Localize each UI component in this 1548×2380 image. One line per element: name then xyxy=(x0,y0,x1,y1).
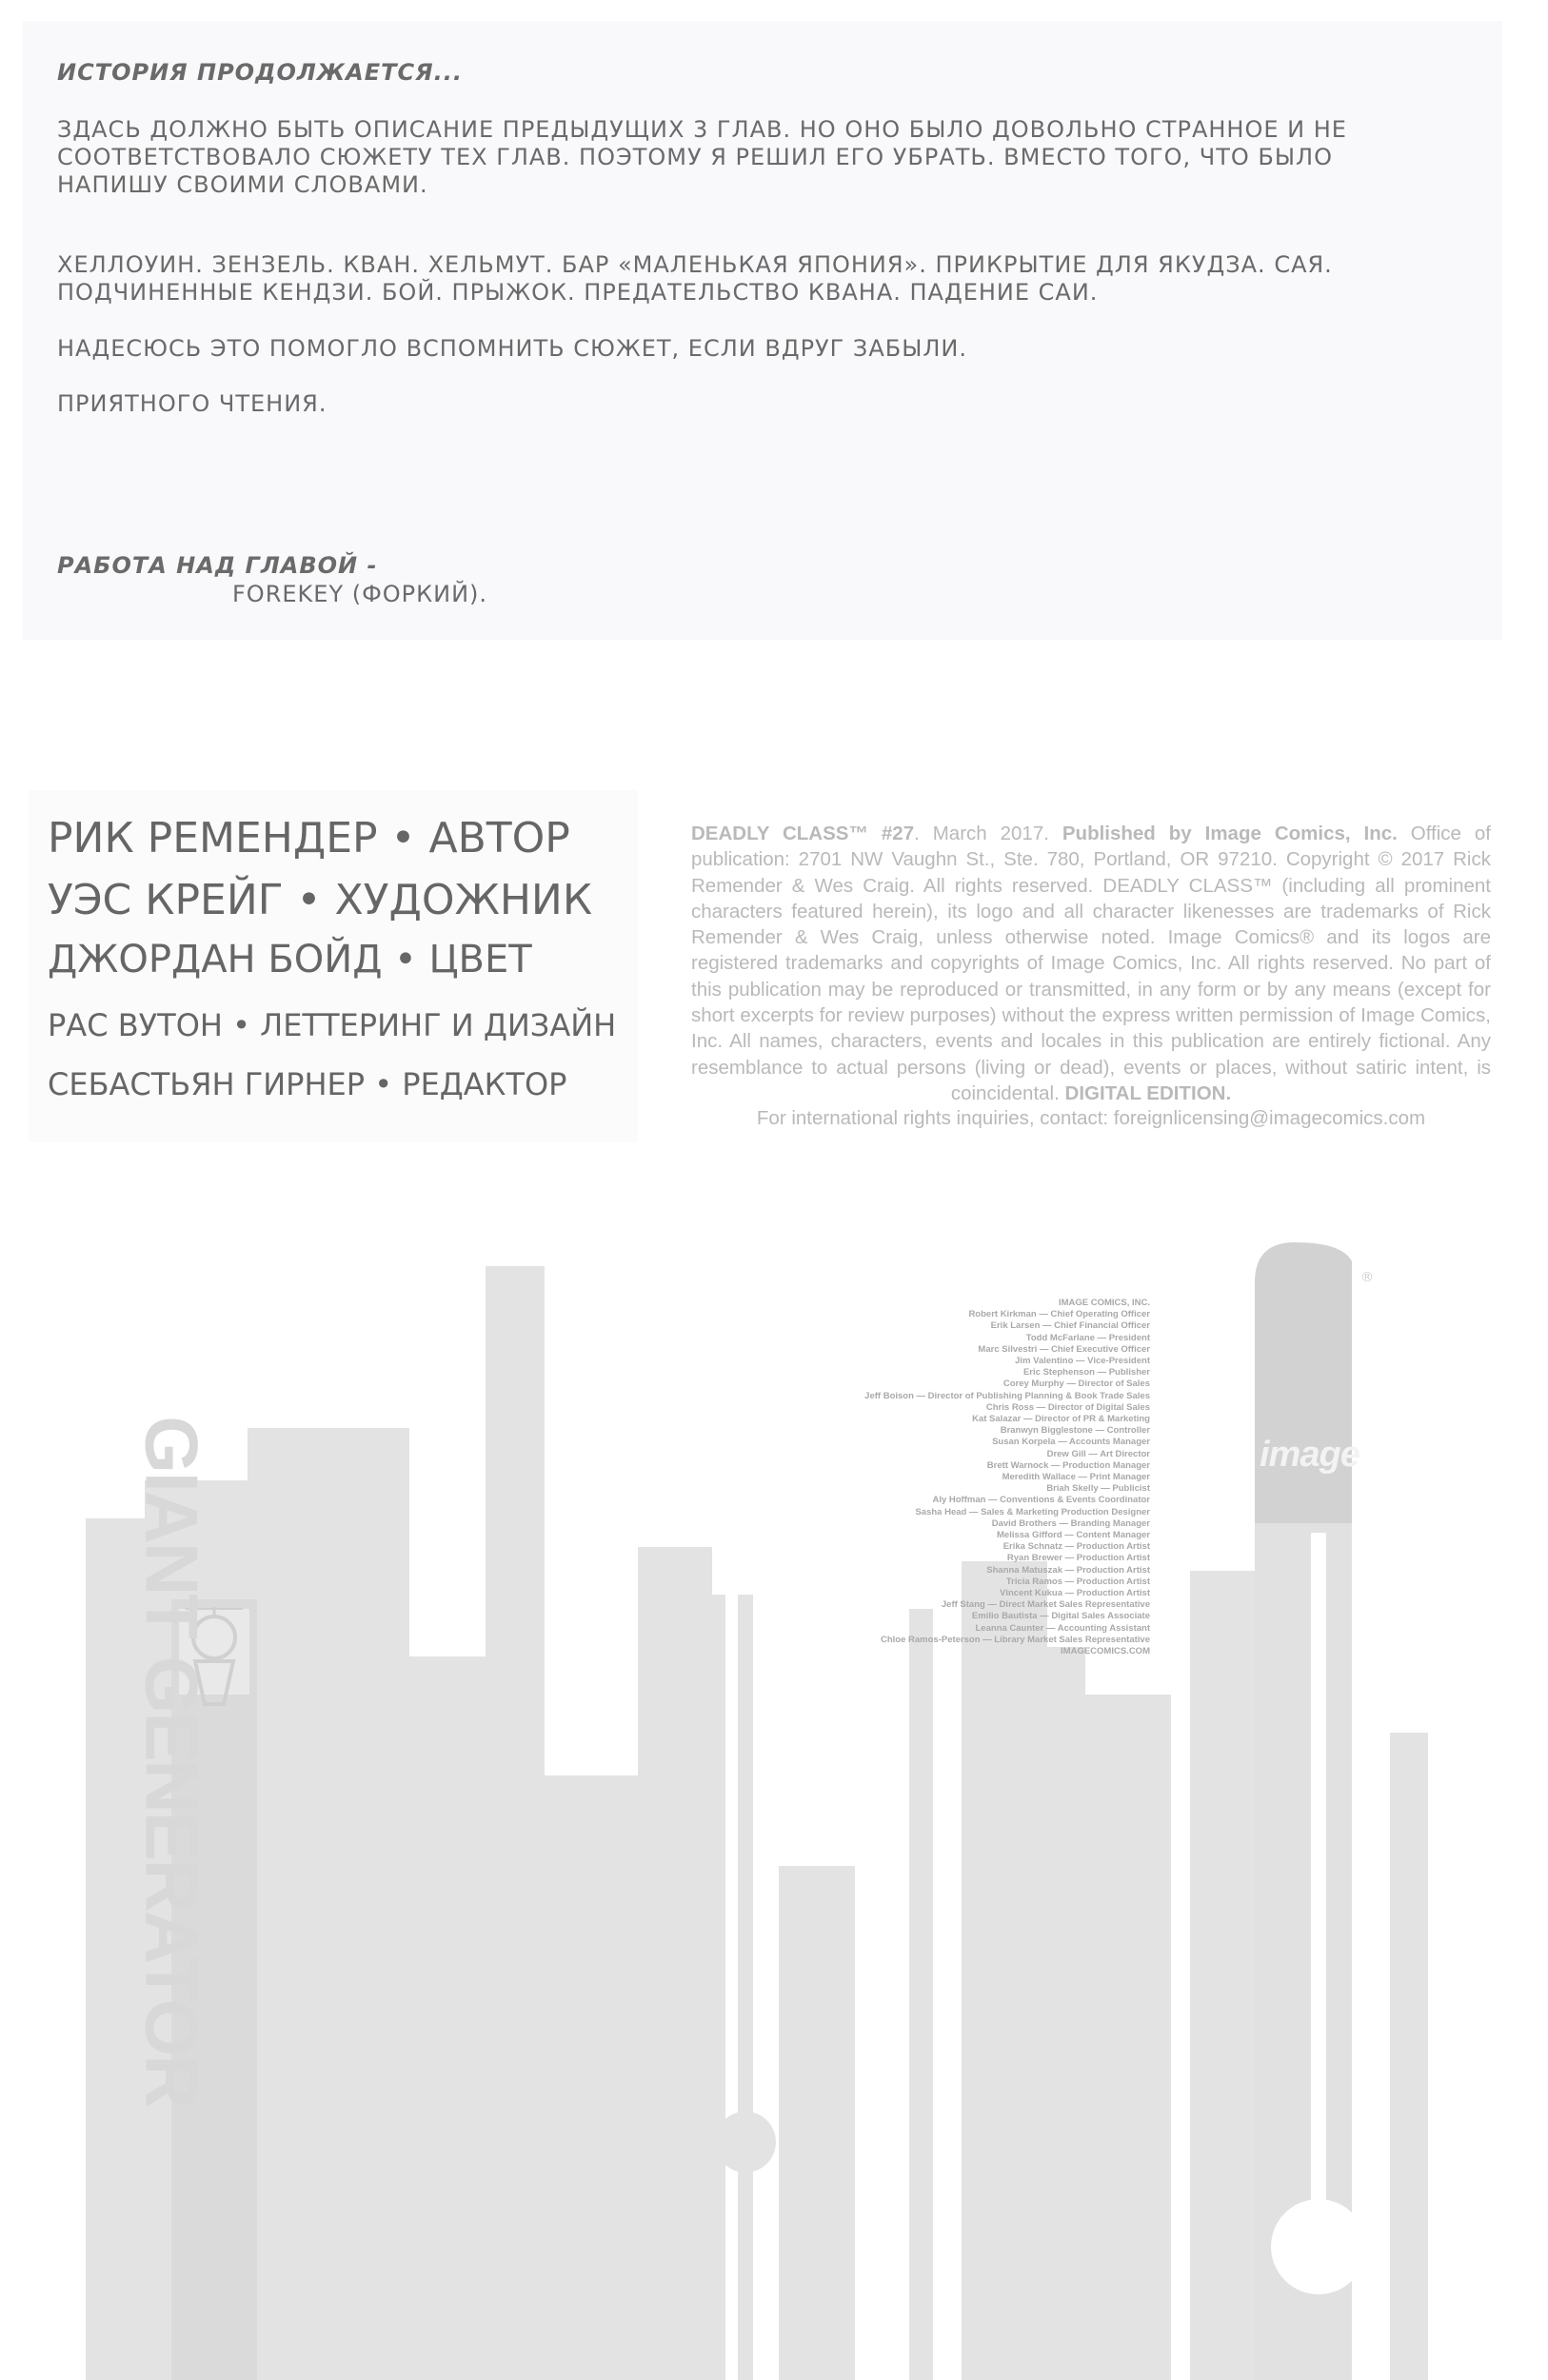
staff-line: Chris Ross — Director of Digital Sales xyxy=(985,1401,1150,1413)
staff-line: Briah Skelly — Publicist xyxy=(1046,1483,1150,1495)
credit-writer: РИК РЕМЕНДЕР • АВТОР xyxy=(48,814,570,863)
staff-line: Leanna Caunter — Accounting Assistant xyxy=(975,1622,1150,1634)
staff-line: Robert Kirkman — Chief Operating Officer xyxy=(968,1309,1150,1320)
legal-international-contact: For international rights inquiries, contact: foreignlicensing@imagecomics.com xyxy=(756,1107,1426,1129)
tower xyxy=(409,1656,486,2380)
staff-line: Shanna Matuszak — Production Artist xyxy=(986,1564,1150,1576)
staff-line: Kat Salazar — Director of PR & Marketing xyxy=(972,1414,1150,1425)
creator-credits xyxy=(29,790,638,1142)
legal-title: DEADLY CLASS™ #27 xyxy=(691,823,915,844)
tower xyxy=(779,1866,855,2380)
staff-line: Tricia Ramos — Production Artist xyxy=(1005,1576,1150,1587)
recap-enjoy-line: ПРИЯТНОГО ЧТЕНИЯ. xyxy=(57,390,327,417)
logo-tower-ball xyxy=(1271,2199,1366,2294)
work-credit-label: РАБОТА НАД ГЛАВОЙ - xyxy=(57,552,378,579)
staff-line: Aly Hoffman — Conventions & Events Coordinator xyxy=(932,1495,1150,1506)
tower xyxy=(1085,1695,1171,2380)
recap-description: ЗДАСЬ ДОЛЖНО БЫТЬ ОПИСАНИЕ ПРЕДЫДУЩИХ 3 ГЛАВ. НО ОНО БЫЛО ДОВОЛЬНО СТРАННОЕ И НЕ СООТВЕТСТВОВАЛО СЮЖЕТУ ТЕХ ГЛАВ. ПОЭТОМУ Я РЕШИЛ ЕГО УБРАТЬ. ВМЕСТО ТОГО, ЧТО БЫЛО НАПИШУ СВОИМИ СЛОВАМИ. xyxy=(57,116,1347,198)
recap-hope-line: НАДЕСЮСЬ ЭТО ПОМОГЛО ВСПОМНИТЬ СЮЖЕТ, ЕСЛИ ВДРУГ ЗАБЫЛИ. xyxy=(57,335,967,362)
staff-line: Susan Korpela — Accounts Manager xyxy=(992,1437,1150,1448)
legal-body: Office of publication: 2701 NW Vaughn St., Ste. 780, Portland, OR 97210. Copyright © 2017 Rick Remender & Wes Craig. All rights reserved. DEADLY CLASS™ (including all prominent characters featured herein), its logo and all character likenesses are trademarks of Rick Remender & Wes Craig, unless otherwise noted. Image Comics® and its logos are registered trademarks and copyrights of Image Comics, Inc. All rights reserved. No part of this publication may be reproduced or transmitted, in any form or by any means (except for short excerpts for review purposes) without the express written permission of Image Comics, Inc. All names, characters, events and locales in this publication are entirely fictional. Any resemblance to actual persons (living or dead), events or places, without satiric intent, is coincidental. xyxy=(691,823,1491,1104)
staff-line: Meredith Wallace — Print Manager xyxy=(1002,1472,1150,1483)
image-staff-list xyxy=(752,1298,1150,1657)
staff-line: Vincent Kukua — Production Artist xyxy=(1000,1588,1150,1599)
image-comics-logo-text: image xyxy=(1260,1435,1359,1475)
staff-line: Marc Silvestri — Chief Executive Officer xyxy=(978,1343,1150,1355)
staff-line: Branwyn Bigglestone — Controller xyxy=(1000,1425,1150,1437)
credit-artist: УЭС КРЕЙГ • ХУДОЖНИК xyxy=(48,876,593,924)
staff-line: Erik Larsen — Chief Financial Officer xyxy=(990,1320,1150,1332)
tower xyxy=(1390,1733,1428,2380)
staff-line: Corey Murphy — Director of Sales xyxy=(1002,1378,1150,1390)
staff-line: Melissa Gifford — Content Manager xyxy=(997,1530,1150,1541)
staff-line: Ryan Brewer — Production Artist xyxy=(1006,1553,1150,1564)
tower xyxy=(248,1428,409,2380)
staff-line: Sasha Head — Sales & Marketing Production Designer xyxy=(915,1506,1150,1517)
staff-line: IMAGE COMICS, INC. xyxy=(1058,1298,1150,1308)
tower xyxy=(1047,1647,1085,2380)
credit-colorist: ДЖОРДАН БОЙД • ЦВЕТ xyxy=(48,938,532,982)
tower xyxy=(712,1595,725,2380)
staff-line: Jeff Boison — Director of Publishing Planning & Book Trade Sales xyxy=(864,1390,1150,1401)
recap-heading: ИСТОРИЯ ПРОДОЛЖАЕТСЯ... xyxy=(57,59,463,86)
tower xyxy=(962,1561,1047,2380)
tower xyxy=(545,1775,638,2380)
staff-line: IMAGECOMICS.COM xyxy=(1061,1646,1150,1657)
staff-line: Emilio Bautista — Digital Sales Associate xyxy=(971,1611,1150,1622)
staff-line: Todd McFarlane — President xyxy=(1025,1332,1150,1343)
tower-thin-pole xyxy=(738,1595,753,2380)
legal-edition: DIGITAL EDITION. xyxy=(1064,1081,1232,1104)
staff-line: Eric Stephenson — Publisher xyxy=(1022,1367,1150,1378)
tower xyxy=(638,1547,712,2380)
logo-tower-white-stem xyxy=(1311,1533,1326,2256)
legal-date: . March 2017. xyxy=(914,823,1062,844)
registered-mark: ® xyxy=(1360,1270,1374,1285)
giant-generator-logo-text: GIANT GENERATOR xyxy=(129,1416,214,2107)
work-credit-name: FOREKEY (ФОРКИЙ). xyxy=(232,581,488,607)
credit-editor: СЕБАСТЬЯН ГИРНЕР • РЕДАКТОР xyxy=(48,1066,567,1102)
recap-summary: ХЕЛЛОУИН. ЗЕНЗЕЛЬ. КВАН. ХЕЛЬМУТ. БАР «МАЛЕНЬКАЯ ЯПОНИЯ». ПРИКРЫТИЕ ДЛЯ ЯКУДЗА. САЯ. ПОДЧИНЕННЫЕ КЕНДЗИ. БОЙ. ПРЫЖОК. ПРЕДАТЕЛЬСТВО КВАНА. ПАДЕНИЕ САИ. xyxy=(57,251,1333,306)
staff-line: Jeff Stang — Direct Market Sales Representative xyxy=(941,1599,1150,1611)
tower xyxy=(486,1266,545,2380)
staff-line: Chloe Ramos-Peterson — Library Market Sales Representative xyxy=(881,1634,1150,1645)
staff-line: Jim Valentino — Vice-President xyxy=(1015,1356,1150,1367)
recap-panel xyxy=(23,21,1502,640)
staff-line: Drew Gill — Art Director xyxy=(1046,1448,1150,1459)
credit-letterer: РАС ВУТОН • ЛЕТТЕРИНГ И ДИЗАЙН xyxy=(48,1007,617,1043)
staff-line: David Brothers — Branding Manager xyxy=(991,1517,1150,1529)
staff-line: Erika Schnatz — Production Artist xyxy=(1002,1541,1150,1553)
tower xyxy=(909,1609,933,2380)
staff-line: Brett Warnock — Production Manager xyxy=(986,1459,1150,1471)
legal-indicia xyxy=(691,821,1491,1106)
pole-ball xyxy=(715,2112,776,2172)
legal-publisher: Published by Image Comics, Inc. xyxy=(1062,823,1398,844)
